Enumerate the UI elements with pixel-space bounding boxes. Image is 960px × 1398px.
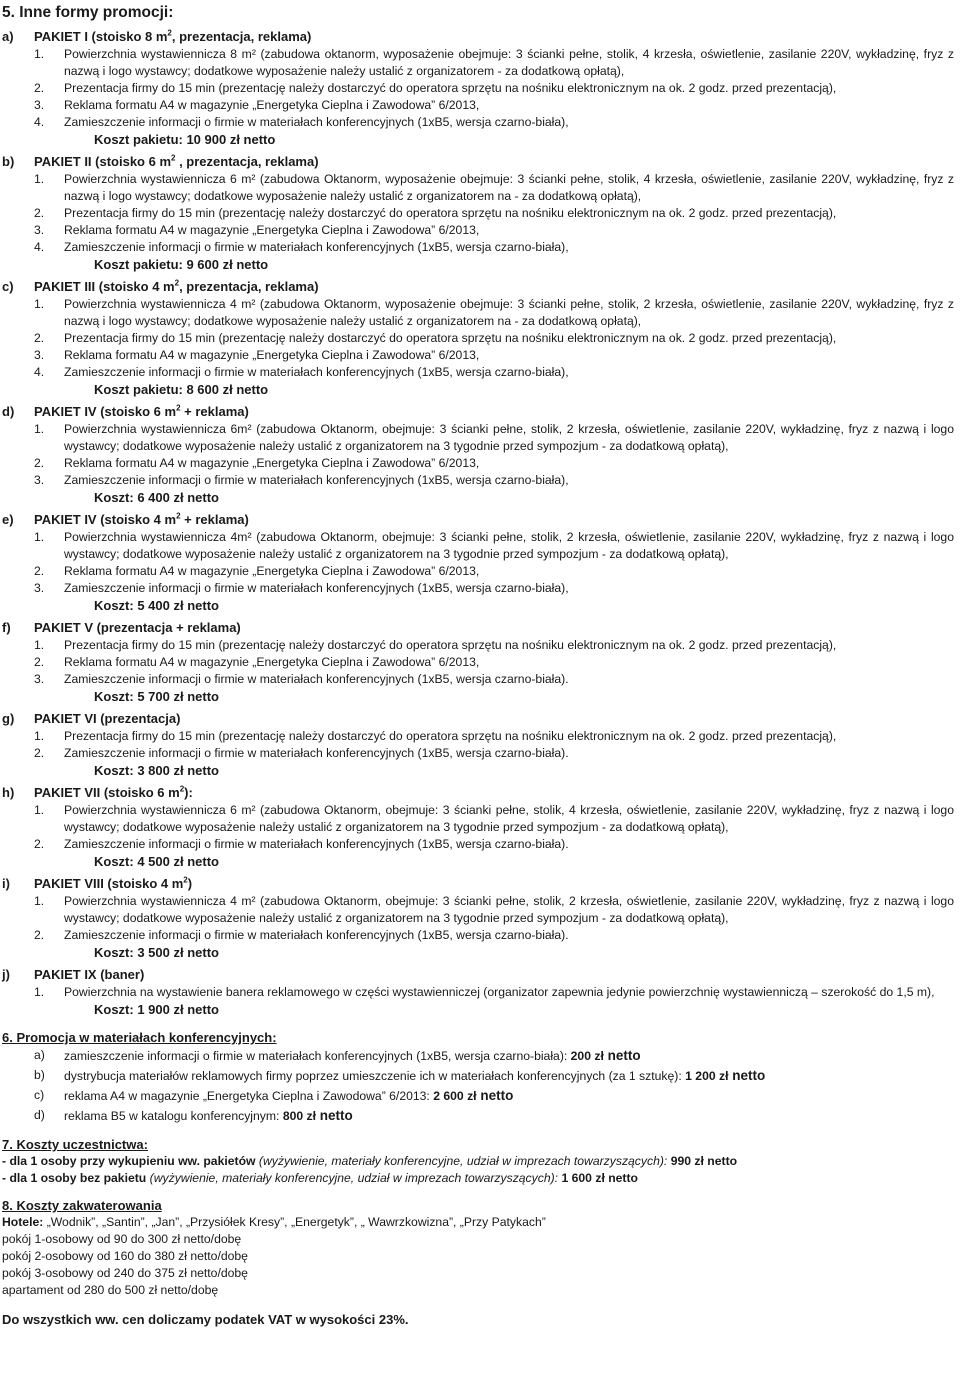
promo-price: 200 zł [570, 1049, 604, 1063]
package-item [34, 802, 954, 836]
item-number: 3. [34, 473, 45, 487]
package-item [34, 296, 954, 330]
package-items [34, 171, 954, 256]
item-text: Zamieszczenie informacji o firmie w materiałach konferencyjnych (1xB5, wersja czarno-biała). [64, 746, 569, 760]
package-title-after: + reklama) [180, 512, 249, 527]
package [2, 710, 954, 780]
item-text: Reklama formatu A4 w magazynie „Energetyka Cieplna i Zawodowa” 6/2013, [64, 348, 480, 362]
item-text: Reklama formatu A4 w magazynie „Energetyka Cieplna i Zawodowa” 6/2013, [64, 98, 480, 112]
item-text: Reklama formatu A4 w magazynie „Energetyka Cieplna i Zawodowa” 6/2013, [64, 456, 480, 470]
package-letter: j) [2, 967, 10, 982]
package-item [34, 745, 954, 762]
item-text: Zamieszczenie informacji o firmie w materiałach konferencyjnych (1xB5, wersja czarno-biała), [64, 240, 569, 254]
package-items [34, 529, 954, 597]
package [2, 619, 954, 706]
package-item [34, 171, 954, 205]
package-title-sup: 2 [167, 28, 172, 38]
package-title [2, 28, 954, 46]
room-price-line: pokój 1-osobowy od 90 do 300 zł netto/dobę [2, 1232, 242, 1246]
item-number: 3. [34, 223, 45, 237]
package-title-main: PAKIET II (stoisko 6 m [34, 154, 172, 169]
package-title-main: PAKIET IV (stoisko 4 m [34, 512, 177, 527]
document-page [0, 3, 960, 1398]
package-title-sup: 2 [174, 278, 180, 288]
room-price-line: pokój 2-osobowy od 160 do 380 zł netto/dobę [2, 1249, 248, 1263]
package-letter: f) [2, 620, 11, 635]
package-item [34, 728, 954, 745]
item-text: Prezentacja firmy do 15 min (prezentację należy dostarczyć do operatora sprzętu na nośniku elektronicznym na ok. 2 godz. przed prezentacją), [64, 729, 837, 743]
package-title-main: PAKIET III (stoisko 4 m [34, 279, 175, 294]
item-number: 1. [34, 422, 45, 436]
item-number: 3. [34, 98, 45, 112]
promo-price: 1 200 zł [685, 1069, 729, 1083]
package-title-after: , prezentacja, reklama) [179, 279, 319, 294]
item-text: Prezentacja firmy do 15 min (prezentację należy dostarczyć do operatora sprzętu na nośniku elektronicznym na ok. 2 godz. przed prezentacją), [64, 81, 837, 95]
section6-title: 6. Promocja w materiałach konferencyjnych: [2, 1030, 277, 1045]
package-title-main: PAKIET IX (baner) [34, 967, 145, 982]
item-number: 1. [34, 638, 45, 652]
package-items [34, 46, 954, 131]
vat-note: Do wszystkich ww. cen doliczamy podatek VAT w wysokości 23%. [2, 1312, 409, 1327]
item-number: 2. [34, 331, 45, 345]
item-text: Zamieszczenie informacji o firmie w materiałach konferencyjnych (1xB5, wersja czarno-biała), [64, 115, 569, 129]
package-title-sup: 2 [176, 403, 181, 413]
package-items [34, 893, 954, 944]
package-item [34, 563, 954, 580]
package-title-text [34, 28, 311, 46]
package-title-sup: 2 [183, 875, 188, 885]
participation-1-price: 990 zł netto [667, 1154, 738, 1168]
package [2, 875, 954, 962]
package-title [2, 511, 954, 529]
item-number: 2. [34, 564, 45, 578]
package-letter: a) [2, 29, 14, 44]
promo-item [34, 1086, 954, 1106]
package-title-after: ) [187, 876, 193, 891]
promo-body [64, 1086, 513, 1106]
package-cost: Koszt: 5 400 zł netto [94, 598, 219, 613]
item-number: 1. [34, 985, 45, 999]
package-items [34, 802, 954, 853]
package-cost: Koszt pakietu: 10 900 zł netto [94, 132, 276, 147]
section8-title: 8. Koszty zakwaterowania [2, 1198, 162, 1213]
item-text: Powierzchnia na wystawienie banera reklamowego w części wystawienniczej (organizator zapewnia jedynie powierzchnię wystawienniczą – szerokość do 1,5 m), [64, 985, 935, 999]
package-cost: Koszt: 1 900 zł netto [94, 1002, 219, 1017]
item-text: Reklama formatu A4 w magazynie „Energetyka Cieplna i Zawodowa” 6/2013, [64, 564, 480, 578]
promo-price: 2 600 zł [433, 1089, 477, 1103]
package-item [34, 637, 954, 654]
item-number: 1. [34, 47, 45, 61]
package-title-main: PAKIET I (stoisko 8 m [34, 29, 168, 44]
package-title-text [34, 619, 241, 637]
package-item [34, 80, 954, 97]
promo-letter: b) [34, 1068, 45, 1082]
item-number: 2. [34, 655, 45, 669]
package-title [2, 966, 954, 984]
item-text: Prezentacja firmy do 15 min (prezentację należy dostarczyć do operatora sprzętu na nośniku elektronicznym na ok. 2 godz. przed prezentacją), [64, 331, 837, 345]
package-items [34, 728, 954, 762]
section5-title: 5. Inne formy promocji: [2, 4, 174, 21]
package-cost: Koszt: 6 400 zł netto [94, 490, 219, 505]
item-text: Reklama formatu A4 w magazynie „Energetyka Cieplna i Zawodowa” 6/2013, [64, 655, 480, 669]
promo-text: dystrybucja materiałów reklamowych firmy poprzez umieszczenie ich w materiałach konferencyjnych (za 1 sztukę): [64, 1069, 686, 1083]
package-cost: Koszt: 3 500 zł netto [94, 945, 219, 960]
package-title-after: + reklama) [180, 404, 249, 419]
package-item [34, 421, 954, 455]
rooms-list [2, 1231, 954, 1299]
participation-1-label: - dla 1 osoby przy wykupieniu ww. pakietów [2, 1154, 259, 1168]
package-title-sup: 2 [171, 153, 176, 163]
promo-body [64, 1106, 353, 1126]
room-price-line: apartament od 280 do 500 zł netto/dobę [2, 1283, 219, 1297]
item-number: 3. [34, 581, 45, 595]
item-text: Powierzchnia wystawiennicza 8 m² (zabudowa oktanorm, wyposażenie obejmuje: 3 ścianki pełne, stolik, 4 krzesła, oświetlenie, zasilanie 220V, wykładzinę, fryz z nazwą i logo wystawcy; dodatkowe wyposażenie należy ustalić z organizatorem - za dodatkową opłatą), [64, 47, 954, 78]
package-title [2, 710, 954, 728]
package-letter: b) [2, 154, 15, 169]
package-letter: g) [2, 711, 15, 726]
promo-body [64, 1066, 765, 1086]
item-number: 1. [34, 894, 45, 908]
promo-letter: c) [34, 1088, 45, 1102]
package-item [34, 46, 954, 80]
package-cost: Koszt pakietu: 9 600 zł netto [94, 257, 269, 272]
package-title-text [34, 875, 192, 893]
package [2, 511, 954, 615]
item-text: Prezentacja firmy do 15 min (prezentację należy dostarczyć do operatora sprzętu na nośniku elektronicznym na ok. 2 godz. przed prezentacją), [64, 638, 837, 652]
item-text: Powierzchnia wystawiennicza 4 m² (zabudowa Oktanorm, wyposażenie obejmuje: 3 ścianki pełne, stolik, 2 krzesła, oświetlenie, zasilanie 220V, wykładzinę, fryz z nazwą i logo wystawcy; dodatkowe wyposażenie należy ustalić z organizatorem na - za dodatkową opłatą), [64, 297, 954, 328]
package [2, 966, 954, 1019]
package-letter: e) [2, 512, 14, 527]
package [2, 153, 954, 274]
promo-text: reklama B5 w katalogu konferencyjnym: [64, 1109, 283, 1123]
item-text: Zamieszczenie informacji o firmie w materiałach konferencyjnych (1xB5, wersja czarno-biała), [64, 365, 569, 379]
package-title-text [34, 153, 319, 171]
item-number: 4. [34, 365, 45, 379]
package-items [34, 421, 954, 489]
package-item [34, 654, 954, 671]
package-title-text [34, 784, 193, 802]
item-text: Zamieszczenie informacji o firmie w materiałach konferencyjnych (1xB5, wersja czarno-biała), [64, 581, 569, 595]
package-letter: c) [2, 279, 14, 294]
participation-1-note: (wyżywienie, materiały konferencyjne, udział w imprezach towarzyszących): [258, 1154, 668, 1168]
item-number: 3. [34, 348, 45, 362]
item-text: Zamieszczenie informacji o firmie w materiałach konferencyjnych (1xB5, wersja czarno-biała), [64, 473, 569, 487]
package-item [34, 364, 954, 381]
item-text: Powierzchnia wystawiennicza 4 m² (zabudowa Oktanorm, obejmuje: 3 ścianki pełne, stolik, 2 krzesła, oświetlenie, zasilanie 220V, wykładzinę, fryz z nazwą i logo wystawcy; dodatkowe wyposażenie należy ustalić z organizatorem na 3 tygodnie przed sympozjum - za dodatkową opłatą), [64, 894, 954, 925]
item-text: Powierzchnia wystawiennicza 6 m² (zabudowa Oktanorm, wyposażenie obejmuje: 3 ścianki pełne, stolik, 4 krzesła, oświetlenie, zasilanie 220V, wykładzinę, fryz z nazwą i logo wystawcy; dodatkowe wyposażenie należy ustalić z organizatorem na - za dodatkową opłatą), [64, 172, 954, 203]
package [2, 784, 954, 871]
package-item [34, 222, 954, 239]
package-cost: Koszt: 3 800 zł netto [94, 763, 219, 778]
package-letter: d) [2, 404, 15, 419]
package-items [34, 296, 954, 381]
package-title-text [34, 511, 249, 529]
package-item [34, 580, 954, 597]
packages-list [2, 28, 954, 1019]
package-title-text [34, 710, 180, 728]
item-number: 2. [34, 928, 45, 942]
package-title-main: PAKIET IV (stoisko 6 m [34, 404, 177, 419]
package-item [34, 927, 954, 944]
promo-letter: a) [34, 1048, 45, 1062]
item-text: Reklama formatu A4 w magazynie „Energetyka Cieplna i Zawodowa” 6/2013, [64, 223, 480, 237]
package-item [34, 893, 954, 927]
promo-text: reklama A4 w magazynie „Energetyka Cieplna i Zawodowa” 6/2013: [64, 1089, 434, 1103]
package-item [34, 671, 954, 688]
promo-price: 800 zł [282, 1109, 317, 1123]
package-item [34, 455, 954, 472]
package [2, 28, 954, 149]
participation-2-note: (wyżywienie, materiały konferencyjne, udział w imprezach towarzyszących): [149, 1171, 559, 1185]
promo-netto: netto [476, 1088, 514, 1103]
package-title [2, 619, 954, 637]
item-text: Powierzchnia wystawiennicza 6m² (zabudowa Oktanorm, obejmuje: 3 ścianki pełne, stolik, 2 krzesła, oświetlenie, zasilanie 220V, wykładzinę, fryz z nazwą i logo wystawcy; dodatkowe wyposażenie należy ustalić z organizatorem na 3 tygodnie przed sympozjum - za dodatkową opłatą), [64, 422, 954, 453]
package-item [34, 984, 954, 1001]
package-title-main: PAKIET VII (stoisko 6 m [34, 785, 180, 800]
promo-body [64, 1046, 641, 1066]
item-number: 3. [34, 672, 45, 686]
package-item [34, 347, 954, 364]
hotels-line [2, 1214, 954, 1231]
package-item [34, 836, 954, 853]
item-number: 1. [34, 297, 45, 311]
item-number: 2. [34, 837, 45, 851]
participation-2-price: 1 600 zł netto [558, 1171, 638, 1185]
item-text: Zamieszczenie informacji o firmie w materiałach konferencyjnych (1xB5, wersja czarno-biała). [64, 672, 569, 686]
package-title [2, 153, 954, 171]
item-number: 1. [34, 729, 45, 743]
package [2, 278, 954, 399]
item-number: 1. [34, 530, 45, 544]
package-item [34, 330, 954, 347]
room-price-line: pokój 3-osobowy od 240 do 375 zł netto/dobę [2, 1266, 248, 1280]
item-number: 4. [34, 240, 45, 254]
package-title-after: , prezentacja, reklama) [175, 154, 319, 169]
item-text: Zamieszczenie informacji o firmie w materiałach konferencyjnych (1xB5, wersja czarno-biała). [64, 837, 569, 851]
item-text: Powierzchnia wystawiennicza 6 m² (zabudowa Oktanorm, obejmuje: 3 ścianki pełne, stolik, 4 krzesła, oświetlenie, zasilanie 220V, wykładzinę, fryz z nazwą i logo wystawcy; dodatkowe wyposażenie należy ustalić z organizatorem na 3 tygodnie przed sympozjum - za dodatkową opłatą), [64, 803, 954, 834]
package-title-text [34, 403, 249, 421]
package-title-main: PAKIET VIII (stoisko 4 m [34, 876, 184, 891]
participation-2-label: - dla 1 osoby bez pakietu [2, 1171, 150, 1185]
package-title-text [34, 278, 319, 296]
item-number: 2. [34, 746, 45, 760]
package-title [2, 875, 954, 893]
promo-text: zamieszczenie informacji o firmie w materiałach konferencyjnych (1xB5, wersja czarno-biała): [64, 1049, 571, 1063]
package-items [34, 984, 954, 1001]
package-item [34, 205, 954, 222]
package-cost: Koszt: 5 700 zł netto [94, 689, 219, 704]
package-title [2, 403, 954, 421]
package-title-main: PAKIET V (prezentacja + reklama) [34, 620, 241, 635]
promo-list [34, 1046, 954, 1126]
package-title-after: ): [184, 785, 193, 800]
package-letter: i) [2, 876, 10, 891]
package-item [34, 114, 954, 131]
package-title [2, 784, 954, 802]
item-number: 2. [34, 81, 45, 95]
promo-item [34, 1046, 954, 1066]
promo-netto: netto [316, 1108, 353, 1123]
package-cost: Koszt: 4 500 zł netto [94, 854, 219, 869]
package-title-sup: 2 [179, 784, 185, 794]
package-item [34, 472, 954, 489]
package [2, 403, 954, 507]
package-item [34, 239, 954, 256]
item-text: Zamieszczenie informacji o firmie w materiałach konferencyjnych (1xB5, wersja czarno-biała). [64, 928, 569, 942]
package-item [34, 97, 954, 114]
item-number: 4. [34, 115, 45, 129]
participation-line-1 [2, 1153, 954, 1170]
package-title [2, 278, 954, 296]
promo-netto: netto [603, 1048, 641, 1063]
promo-item [34, 1106, 954, 1126]
promo-item [34, 1066, 954, 1086]
package-letter: h) [2, 785, 15, 800]
package-title-sup: 2 [176, 511, 181, 521]
package-title-main: PAKIET VI (prezentacja) [34, 711, 181, 726]
package-title-after: , prezentacja, reklama) [171, 29, 312, 44]
section7-title: 7. Koszty uczestnictwa: [2, 1137, 148, 1152]
package-item [34, 529, 954, 563]
package-items [34, 637, 954, 688]
promo-letter: d) [34, 1108, 45, 1122]
item-text: Powierzchnia wystawiennicza 4m² (zabudowa Oktanorm, obejmuje: 3 ścianki pełne, stolik, 2 krzesła, oświetlenie, zasilanie 220V, wykładzinę, fryz z nazwą i logo wystawcy; dodatkowe wyposażenie należy ustalić z organizatorem na 3 tygodnie przed sympozjum - za dodatkową opłatą), [64, 530, 954, 561]
item-number: 1. [34, 803, 45, 817]
item-number: 1. [34, 172, 45, 186]
item-number: 2. [34, 206, 45, 220]
item-number: 2. [34, 456, 45, 470]
hotels-list: „Wodnik”, „Santin”, „Jan”, „Przysiółek Kresy”, „Energetyk”, „ Wawrzkowizna”, „Przy Patykach” [43, 1215, 546, 1229]
package-title-text [34, 966, 144, 984]
participation-line-2 [2, 1170, 954, 1187]
promo-netto: netto [728, 1068, 766, 1083]
item-text: Prezentacja firmy do 15 min (prezentację należy dostarczyć do operatora sprzętu na nośniku elektronicznym na ok. 2 godz. przed prezentacją), [64, 206, 837, 220]
hotels-label: Hotele: [2, 1215, 44, 1229]
package-cost: Koszt pakietu: 8 600 zł netto [94, 382, 269, 397]
